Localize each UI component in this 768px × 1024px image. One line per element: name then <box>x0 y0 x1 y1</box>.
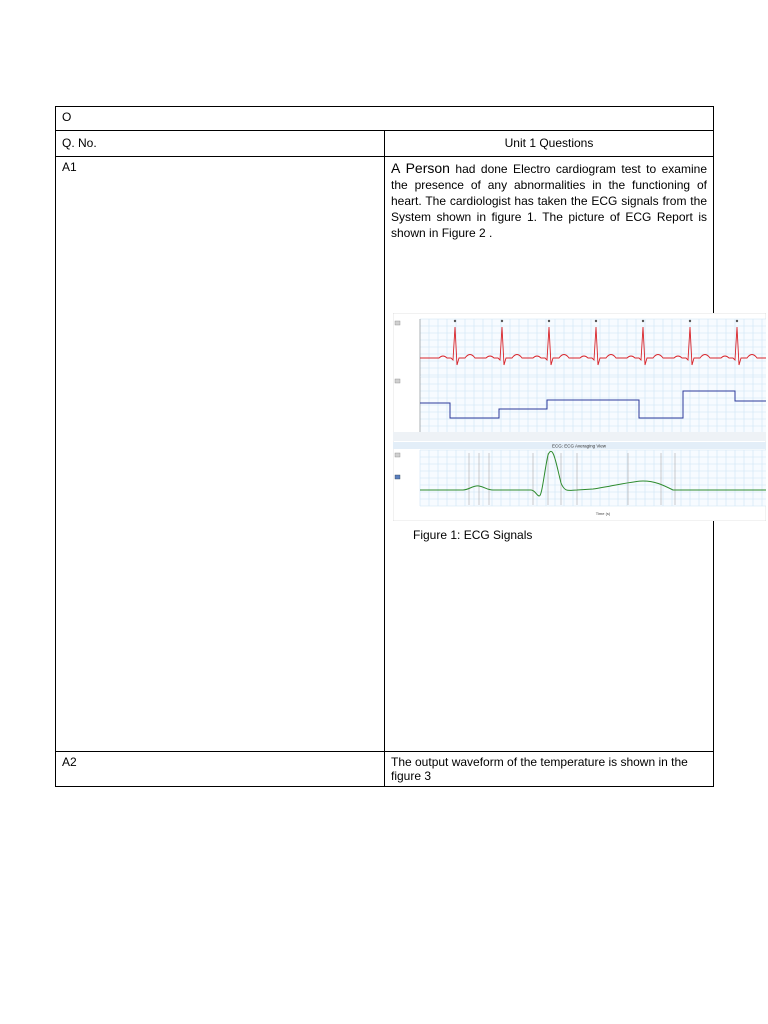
averaging-view-title: ECG: ECG Averaging View <box>551 443 607 449</box>
ecg-figure <box>393 313 766 542</box>
beat-marker <box>642 320 644 322</box>
ecg-trace-panel <box>420 319 766 377</box>
qno-header: Q. No. <box>56 131 385 157</box>
header-cell: O <box>56 107 714 131</box>
beat-marker <box>689 320 691 322</box>
table-header-row <box>56 107 714 131</box>
beat-marker <box>501 320 503 322</box>
column-header-row <box>56 131 714 157</box>
question-row-a1 <box>56 157 714 752</box>
ecg-figure-image <box>393 313 766 521</box>
beat-marker <box>548 320 550 322</box>
question-table <box>55 106 714 787</box>
beat-marker <box>736 320 738 322</box>
question-lead: A Person <box>391 160 450 176</box>
question-text: The output waveform of the temperature is shown in the figure 3 <box>385 752 714 787</box>
question-rest: had done Electro cardiogram test to examine the presence of any abnormalities in the functioning of heart. The cardiologist has taken the ECG signals from the System shown in figure 1. The picture of ECG Report is shown in Figure 2 . <box>391 162 707 240</box>
question-body <box>385 157 714 752</box>
rate-panel <box>420 377 766 432</box>
figure-caption: Figure 1: ECG Signals <box>413 528 533 542</box>
averaged-ecg-panel <box>420 450 766 506</box>
question-text <box>391 160 707 241</box>
question-id: A2 <box>56 752 385 787</box>
time-axis-label: Time (s) <box>595 511 611 516</box>
beat-marker <box>454 320 456 322</box>
question-id: A1 <box>56 157 385 752</box>
beat-marker <box>595 320 597 322</box>
question-row-a2 <box>56 752 714 787</box>
questions-header: Unit 1 Questions <box>385 131 714 157</box>
